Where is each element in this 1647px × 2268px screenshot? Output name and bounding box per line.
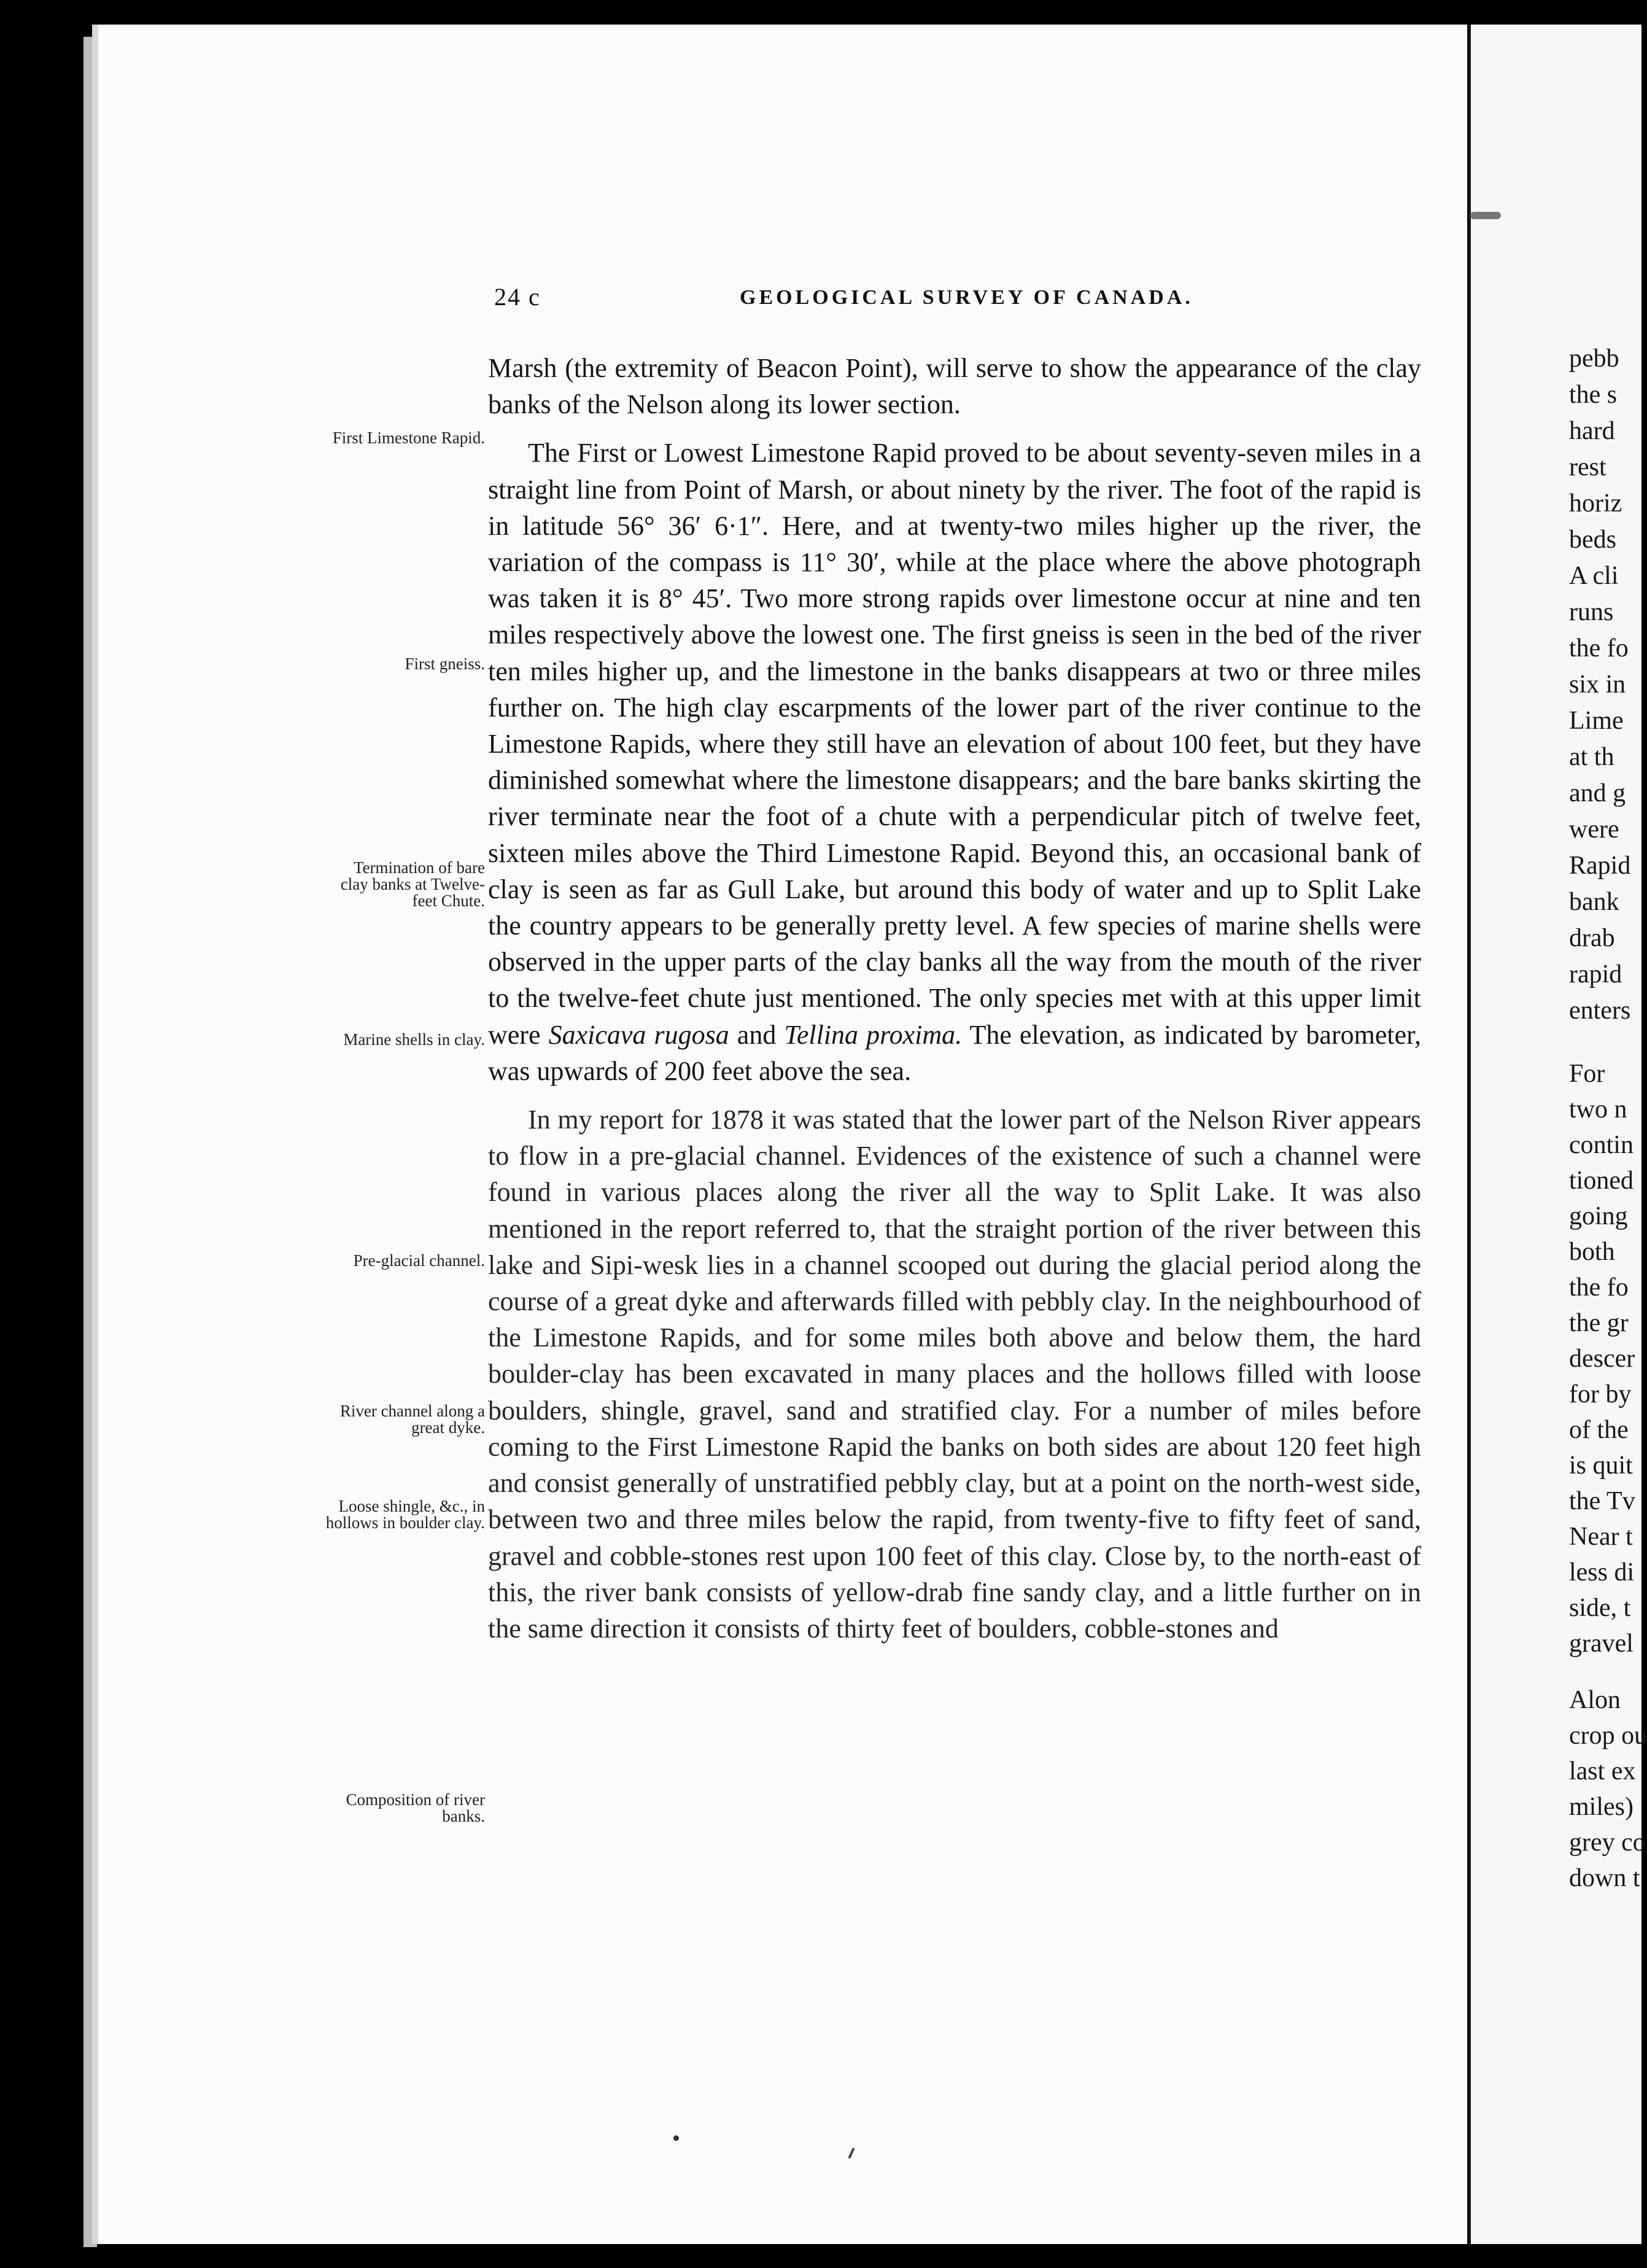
facing-page-line: rapid — [1569, 960, 1622, 988]
paragraph-1: Marsh (the extremity of Beacon Point), will serve to show the appearance of the clay banks of the Nelson along its lower section. — [488, 353, 1421, 420]
facing-page-line: at th — [1569, 743, 1614, 771]
facing-page-line: is quit — [1569, 1451, 1633, 1480]
facing-page-line: the fo — [1569, 1273, 1629, 1302]
facing-page-line: and g — [1569, 779, 1626, 807]
species-saxicava: Saxicava rugosa — [548, 1019, 729, 1050]
paragraph-2-text: The First or Lowest Limestone Rapid proved to be about seventy-seven miles in a straight line from Point of Marsh, or about ninety by the river. The foot of the rapid is in latitude 56° 36′ 6·1″. Here, and at twenty-two miles higher up the river, the variation of the compass is 11° 30′, while at the place where the above photograph was taken it is 8° 45′. Two more strong rapids over limestone occur at nine and ten miles respectively above the lowest one. The first gneiss is seen in the bed of the river ten miles higher up, and the limestone in the banks disappears at two or three miles further on. The high clay escarpments of the lower part of the river continue to the Limestone Rapids, where they still have an elevation of about 100 feet, but they have diminished somewhat where the limestone disappears; and the bare banks skirting the river terminate near the foot of a chute with a perpendicular pitch of twelve feet, sixteen miles above the Third Limestone Rapid. Beyond this, an occasional bank of clay is seen as far as Gull Lake, but around this body of water and up to Split Lake the country appears to be generally pretty level. A few species of marine shells were observed in the upper parts of the clay banks all the way from the mouth of the river to the twelve-feet chute just mentioned. The only species met with at this upper limit were — [488, 438, 1421, 1050]
facing-page-line: Alon — [1569, 1686, 1621, 1714]
facing-page-line: descer — [1569, 1345, 1635, 1373]
facing-page-line: horiz — [1569, 489, 1622, 518]
facing-page-line: beds — [1569, 526, 1616, 554]
page-header — [494, 282, 1421, 319]
facing-page-line: A cli — [1569, 562, 1619, 590]
facing-page-line: tioned — [1569, 1167, 1633, 1195]
facing-page-line: drab — [1569, 924, 1615, 952]
facing-page-line: two n — [1569, 1095, 1627, 1124]
facing-page-line: side, t — [1569, 1594, 1631, 1622]
margin-note-composition: Composition of river banks. — [346, 1790, 485, 1825]
facing-page-line: for by — [1569, 1380, 1632, 1408]
facing-page-line: down t — [1569, 1864, 1640, 1892]
facing-page-line: less di — [1569, 1558, 1635, 1586]
facing-page-line: both — [1569, 1238, 1615, 1266]
facing-page-line: enters — [1569, 996, 1631, 1025]
facing-page-line: bank — [1569, 888, 1619, 916]
facing-page-line: six in — [1569, 670, 1626, 699]
margin-note-first-gneiss: First gneiss. — [405, 654, 485, 673]
facing-page-line: hard — [1569, 417, 1615, 445]
species-tellina: Tellina proxima. — [784, 1019, 963, 1050]
running-title: GEOLOGICAL SURVEY OF CANADA. — [740, 286, 1193, 309]
facing-page-line: were — [1569, 815, 1619, 844]
paragraph-3: In my report for 1878 it was stated that the lower part of the Nelson River appears to flow in a pre-glacial channel. Evidences of the existence of such a channel were found in various places along the river all the way to Split Lake. It was also mentioned in the report referred to, that the straight portion of the river between this lake and Sipi-wesk lies in a channel scooped out during the glacial period along the course of a great dyke and afterwards filled with pebbly clay. In the neighbourhood of the Limestone Rapids, and for some miles both above and below them, the hard boulder-clay has been excavated in many places and the hollows filled with loose boulders, shingle, gravel, sand and stratified clay. For a number of miles before coming to the First Limestone Rapid the banks on both sides are about 120 feet high and consist generally of unstratified pebbly clay, but at a point on the north-west side, between two and three miles below the rapid, from twenty-five to fifty feet of sand, gravel and cobble-stones rest upon 100 feet of this clay. Close by, to the north-east of this, the river bank consists of yellow-drab fine sandy clay, and a little further on in the same direction it consists of thirty feet of boulders, cobble-stones and — [488, 1105, 1421, 1644]
facing-page-line: crop ou — [1569, 1722, 1647, 1750]
facing-page-line: the fo — [1569, 634, 1629, 662]
paragraph-2-end: The elevation, as indicated by barometer, was upwards of 200 feet above the sea. — [488, 1019, 1421, 1086]
body-text — [488, 350, 1421, 1647]
page-number: 24 c — [494, 283, 541, 311]
facing-page-line: going — [1569, 1202, 1628, 1230]
facing-page-line: Lime — [1569, 707, 1624, 735]
facing-page-line: Near t — [1569, 1523, 1633, 1551]
facing-page-line: contin — [1569, 1131, 1633, 1159]
facing-page-line: pebb — [1569, 344, 1619, 373]
page-speck — [673, 2135, 679, 2141]
facing-page-line: For — [1569, 1060, 1605, 1088]
facing-page-line: rest — [1569, 453, 1606, 481]
facing-page-line: Rapid — [1569, 852, 1631, 880]
book-binding-edge — [0, 0, 83, 2268]
margin-note-first-limestone-rapid: First Limestone Rapid. — [332, 429, 485, 447]
margin-note-loose-shingle: Loose shingle, &c., in hollows in boulder clay. — [325, 1497, 485, 1532]
margin-note-marine-shells: Marine shells in clay. — [343, 1030, 485, 1049]
facing-page — [1467, 25, 1647, 2244]
page-mark — [1470, 212, 1501, 219]
facing-page-line: runs — [1569, 598, 1614, 626]
margin-note-termination: Termination of bare clay banks at Twelve-feet Chute. — [340, 858, 485, 910]
paragraph-2 — [488, 435, 1421, 1089]
margin-note-river-channel: River channel along a great dyke. — [339, 1402, 485, 1437]
facing-page-line: gravel — [1569, 1629, 1633, 1658]
facing-page-line: miles) — [1569, 1793, 1633, 1821]
facing-page-line: the Tv — [1569, 1487, 1635, 1515]
facing-page-line: last ex — [1569, 1757, 1636, 1785]
margin-note-pre-glacial: Pre-glacial channel. — [353, 1251, 485, 1270]
paragraph-2-and: and — [737, 1019, 777, 1050]
facing-page-line: of the — [1569, 1416, 1629, 1444]
facing-page-line: the gr — [1569, 1309, 1629, 1337]
facing-page-line: grey co — [1569, 1828, 1646, 1857]
facing-page-line: the s — [1569, 381, 1618, 409]
